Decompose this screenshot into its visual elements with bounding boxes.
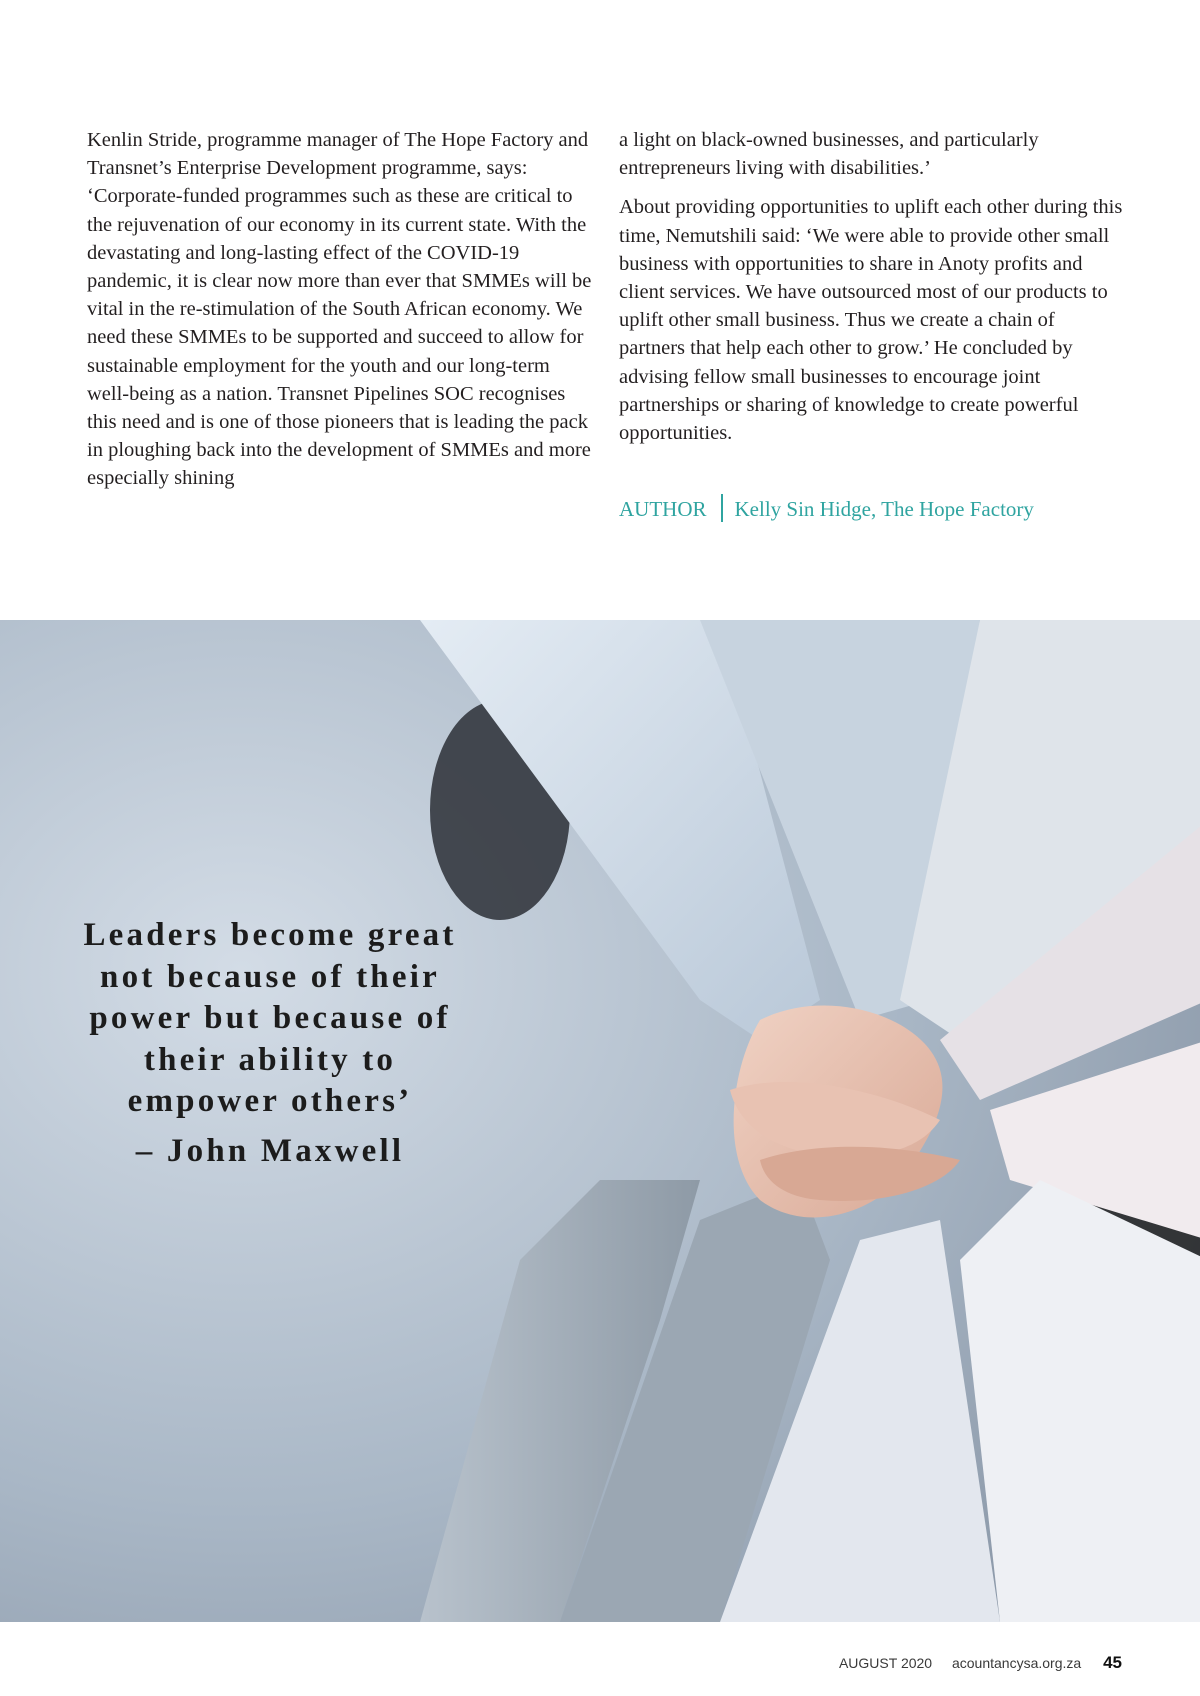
pull-quote (70, 915, 470, 1172)
page-number: 45 (1103, 1653, 1122, 1672)
article-column-left (87, 126, 595, 504)
issue-date: AUGUST 2020 (838, 1655, 933, 1671)
paragraph: a light on black-owned businesses, and particularly entrepreneurs living with disabilities.’ (619, 129, 1039, 180)
author-name: Kelly Sin Hidge, The Hope Factory (734, 497, 1034, 521)
page-footer (823, 1653, 1122, 1673)
quote-attribution: – John Maxwell (135, 1132, 405, 1169)
paragraph: Kenlin Stride, programme manager of The Hope Factory and Transnet’s Enterprise Development programme, says: ‘Corporate-funded programmes such as these are critical to the rejuvenation of our economy in its current state. With the devastating and long-lasting effect of the COVID-19 pandemic, it is clear now more than ever that SMMEs will be vital in the re-stimulation of the South African economy. We need these SMMEs to be supported and succeed to allow for sustainable employment for the youth and our long-term well-being as a nation. Transnet Pipelines SOC recognises this need and is one of those pioneers that is leading the pack in ploughing back into the development of SMMEs and more especially shining (87, 129, 592, 490)
author-divider (721, 494, 723, 522)
quote-text: Leaders become great not because of their power but because of their ability to empower others’ (83, 917, 457, 1119)
article-column-right (619, 126, 1124, 458)
author-label: AUTHOR (619, 497, 707, 521)
author-credit (619, 494, 1034, 522)
paragraph: About providing opportunities to uplift each other during this time, Nemutshili said: ‘We were able to provide other small business with opportunities to share in Anoty profits and client services. We have outsourced most of our products to uplift other small business. Thus we create a chain of partners that help each other to grow.’ He concluded by advising fellow small businesses to encourage joint partnerships or sharing of knowledge to create powerful opportunities. (619, 196, 1123, 445)
arm-sleeve-bottom-far-right (960, 1180, 1200, 1622)
website: acountancysa.org.za (951, 1655, 1082, 1671)
